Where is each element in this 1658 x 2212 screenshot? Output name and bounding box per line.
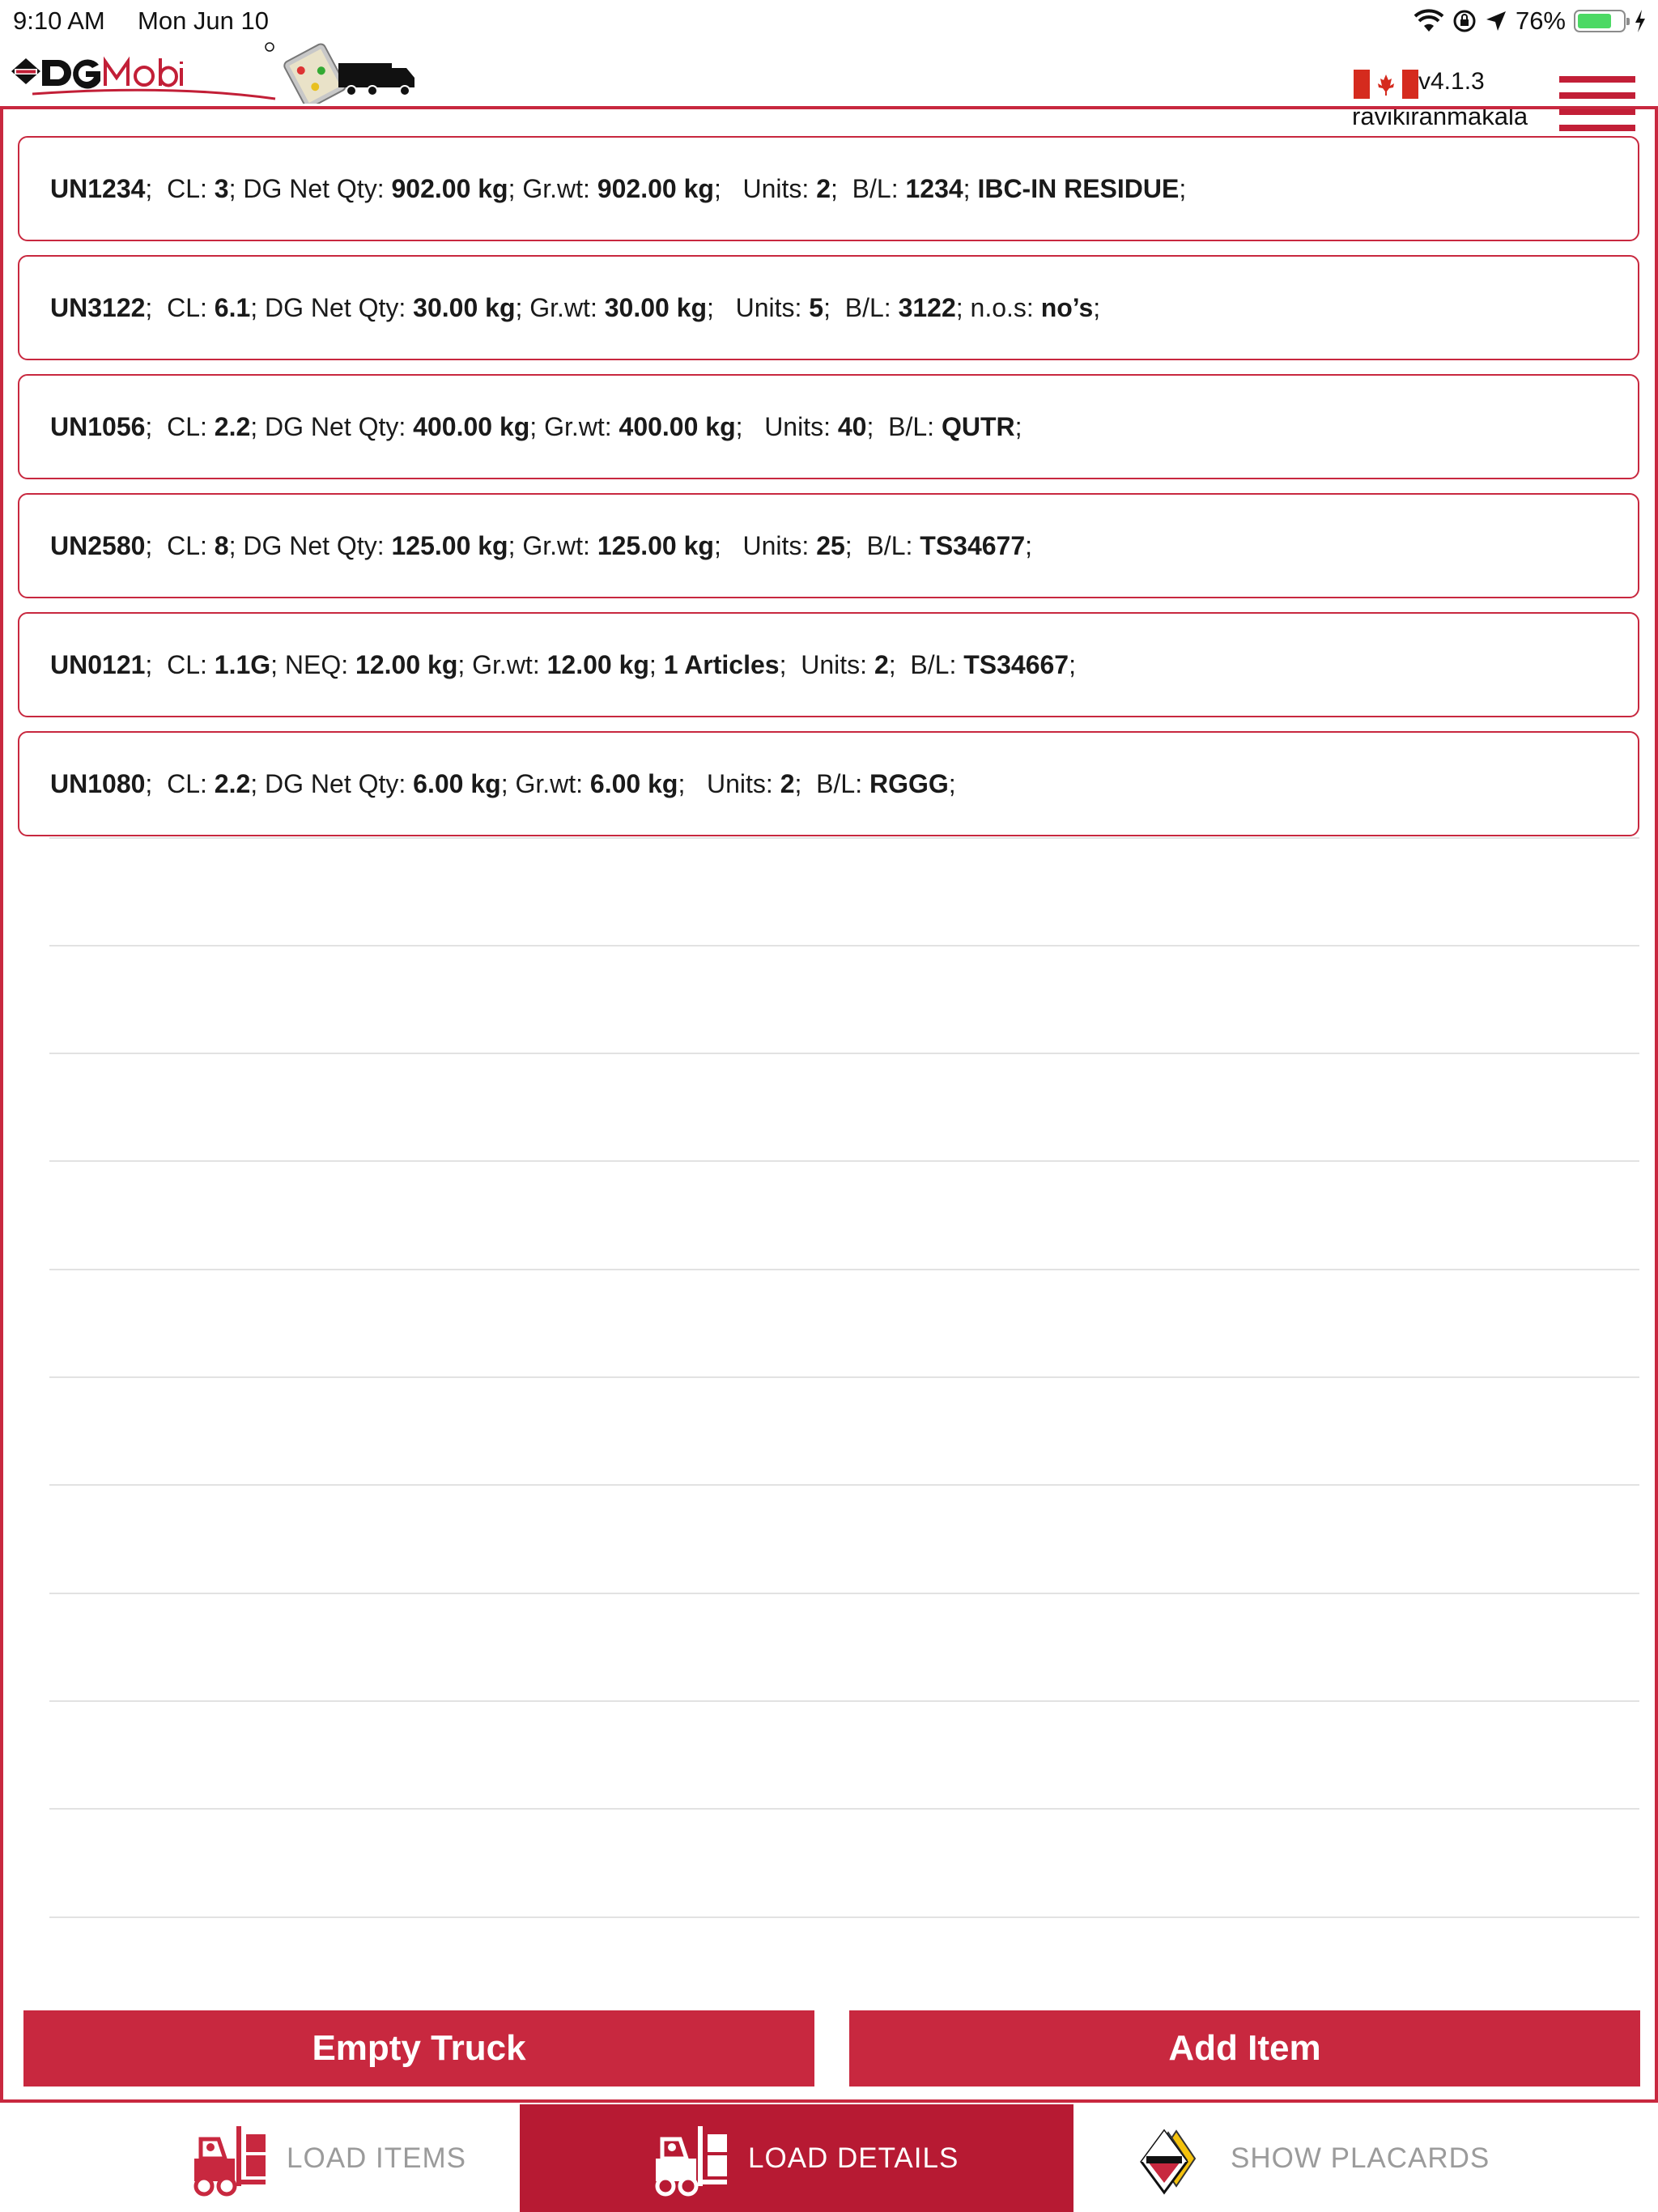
class-value: 6.1 bbox=[214, 292, 251, 322]
charging-icon bbox=[1634, 10, 1647, 32]
forklift-icon bbox=[649, 2118, 738, 2199]
danger-placard-icon bbox=[1132, 2118, 1221, 2199]
units-label: Units: bbox=[801, 649, 868, 679]
qty-label: DG Net Qty: bbox=[243, 173, 385, 203]
row-divider bbox=[49, 1160, 1639, 1162]
empty-truck-button[interactable]: Empty Truck bbox=[23, 2010, 814, 2087]
status-time: 9:10 AM bbox=[13, 6, 105, 35]
forklift-icon bbox=[188, 2118, 277, 2199]
units-value: 2 bbox=[816, 173, 831, 203]
extra-value: no’s bbox=[1040, 292, 1094, 322]
row-divider bbox=[49, 837, 1639, 839]
bl-value: TS34677 bbox=[920, 530, 1026, 560]
units-label: Units: bbox=[742, 173, 810, 203]
location-icon bbox=[1485, 10, 1507, 32]
grwt-value: 6.00 kg bbox=[589, 768, 678, 798]
row-divider bbox=[49, 1593, 1639, 1594]
bl-label: B/L: bbox=[844, 292, 891, 322]
qty-label: DG Net Qty: bbox=[265, 292, 406, 322]
row-divider bbox=[49, 1484, 1639, 1486]
app-version: v4.1.3 bbox=[1418, 68, 1485, 95]
row-divider bbox=[49, 1808, 1639, 1810]
cl-label: CL: bbox=[167, 649, 207, 679]
battery-percent: 76% bbox=[1515, 6, 1566, 35]
grwt-label: Gr.wt: bbox=[544, 411, 612, 441]
wifi-icon bbox=[1414, 9, 1444, 33]
row-divider bbox=[49, 1700, 1639, 1702]
grwt-value: 30.00 kg bbox=[604, 292, 708, 322]
row-divider bbox=[49, 1053, 1639, 1054]
grwt-value: 12.00 kg bbox=[546, 649, 649, 679]
username: ravikiranmakala bbox=[1352, 102, 1528, 130]
bl-label: B/L: bbox=[910, 649, 957, 679]
bottom-tab-bar bbox=[0, 2104, 1658, 2212]
bl-value: 1234 bbox=[905, 173, 963, 203]
app-header bbox=[0, 36, 1658, 130]
class-value: 1.1G bbox=[214, 649, 271, 679]
cl-label: CL: bbox=[167, 292, 207, 322]
bl-value: QUTR bbox=[941, 411, 1015, 441]
row-divider bbox=[49, 1376, 1639, 1378]
qty-label: DG Net Qty: bbox=[265, 411, 406, 441]
units-label: Units: bbox=[707, 768, 773, 798]
cl-label: CL: bbox=[167, 173, 207, 203]
class-value: 2.2 bbox=[214, 411, 251, 441]
un-number: UN1056 bbox=[50, 411, 146, 441]
extra-label: n.o.s: bbox=[970, 292, 1034, 322]
extra-value: IBC-IN RESIDUE bbox=[977, 173, 1180, 203]
un-number: UN1234 bbox=[50, 173, 146, 203]
tab-load-details[interactable] bbox=[520, 2104, 1073, 2212]
qty-value: 902.00 kg bbox=[391, 173, 508, 203]
dgmobi-logo bbox=[8, 36, 421, 104]
status-icons bbox=[1414, 5, 1647, 37]
bl-label: B/L: bbox=[888, 411, 935, 441]
qty-value: 400.00 kg bbox=[413, 411, 530, 441]
units-value: 40 bbox=[837, 411, 867, 441]
articles-value: 1 Articles bbox=[663, 649, 780, 679]
load-item-row[interactable]: UN1056 ; CL: 2.2 ; DG Net Qty: 400.00 kg ; Gr.wt: 400.00 kg ; Units: 40 ; B/L: QUTR ; bbox=[18, 374, 1639, 479]
class-value: 8 bbox=[214, 530, 229, 560]
cl-label: CL: bbox=[167, 768, 207, 798]
battery-level bbox=[1578, 14, 1611, 28]
un-number: UN1080 bbox=[50, 768, 146, 798]
grwt-label: Gr.wt: bbox=[472, 649, 540, 679]
qty-label: DG Net Qty: bbox=[265, 768, 406, 798]
tab-label: LOAD ITEMS bbox=[287, 2142, 466, 2174]
tab-show-placards[interactable] bbox=[1132, 2104, 1490, 2212]
qty-value: 125.00 kg bbox=[391, 530, 508, 560]
grwt-value: 902.00 kg bbox=[597, 173, 714, 203]
qty-label: NEQ: bbox=[284, 649, 349, 679]
qty-label: DG Net Qty: bbox=[243, 530, 385, 560]
un-number: UN2580 bbox=[50, 530, 146, 560]
status-date: Mon Jun 10 bbox=[138, 6, 269, 35]
class-value: 2.2 bbox=[214, 768, 251, 798]
grwt-label: Gr.wt: bbox=[515, 768, 584, 798]
cl-label: CL: bbox=[167, 411, 207, 441]
tab-load-items[interactable] bbox=[188, 2104, 466, 2212]
cl-label: CL: bbox=[167, 530, 207, 560]
grwt-label: Gr.wt: bbox=[529, 292, 597, 322]
units-label: Units: bbox=[742, 530, 810, 560]
add-item-button[interactable]: Add Item bbox=[849, 2010, 1640, 2087]
rotation-lock-icon bbox=[1452, 9, 1477, 33]
bl-label: B/L: bbox=[852, 173, 899, 203]
load-item-row[interactable]: UN2580 ; CL: 8 ; DG Net Qty: 125.00 kg ; Gr.wt: 125.00 kg ; Units: 25 ; B/L: TS34677 ; bbox=[18, 493, 1639, 598]
grwt-value: 400.00 kg bbox=[619, 411, 736, 441]
class-value: 3 bbox=[214, 173, 229, 203]
battery-icon bbox=[1574, 10, 1626, 32]
load-item-row[interactable]: UN3122 ; CL: 6.1 ; DG Net Qty: 30.00 kg ; Gr.wt: 30.00 kg ; Units: 5 ; B/L: 3122 ; n.o.s: no’s ; bbox=[18, 255, 1639, 360]
bl-label: B/L: bbox=[816, 768, 863, 798]
load-item-row[interactable]: UN1080 ; CL: 2.2 ; DG Net Qty: 6.00 kg ; Gr.wt: 6.00 kg ; Units: 2 ; B/L: RGGG ; bbox=[18, 731, 1639, 836]
qty-value: 12.00 kg bbox=[355, 649, 458, 679]
row-divider bbox=[49, 1916, 1639, 1918]
units-value: 2 bbox=[874, 649, 889, 679]
grwt-label: Gr.wt: bbox=[522, 530, 590, 560]
tab-label: SHOW PLACARDS bbox=[1231, 2142, 1490, 2174]
qty-value: 30.00 kg bbox=[413, 292, 516, 322]
row-divider bbox=[49, 1269, 1639, 1270]
units-value: 5 bbox=[809, 292, 824, 322]
tab-label: LOAD DETAILS bbox=[748, 2142, 959, 2174]
bl-value: RGGG bbox=[869, 768, 949, 798]
row-divider bbox=[49, 945, 1639, 946]
bl-label: B/L: bbox=[866, 530, 913, 560]
units-label: Units: bbox=[735, 292, 802, 322]
units-label: Units: bbox=[764, 411, 831, 441]
load-item-row[interactable]: UN1234 ; CL: 3 ; DG Net Qty: 902.00 kg ; Gr.wt: 902.00 kg ; Units: 2 ; B/L: 1234 ; IBC-IN RESIDUE ; bbox=[18, 136, 1639, 241]
un-number: UN3122 bbox=[50, 292, 146, 322]
grwt-label: Gr.wt: bbox=[522, 173, 590, 203]
grwt-value: 125.00 kg bbox=[597, 530, 714, 560]
qty-value: 6.00 kg bbox=[413, 768, 501, 798]
units-value: 25 bbox=[816, 530, 845, 560]
load-item-row[interactable]: UN0121 ; CL: 1.1G ; NEQ: 12.00 kg ; Gr.wt: 12.00 kg ; 1 Articles ; Units: 2 ; B/L: TS34667 ; bbox=[18, 612, 1639, 717]
un-number: UN0121 bbox=[50, 649, 146, 679]
bl-value: TS34667 bbox=[963, 649, 1069, 679]
units-value: 2 bbox=[780, 768, 795, 798]
bl-value: 3122 bbox=[898, 292, 956, 322]
canada-flag-icon bbox=[1354, 70, 1418, 99]
